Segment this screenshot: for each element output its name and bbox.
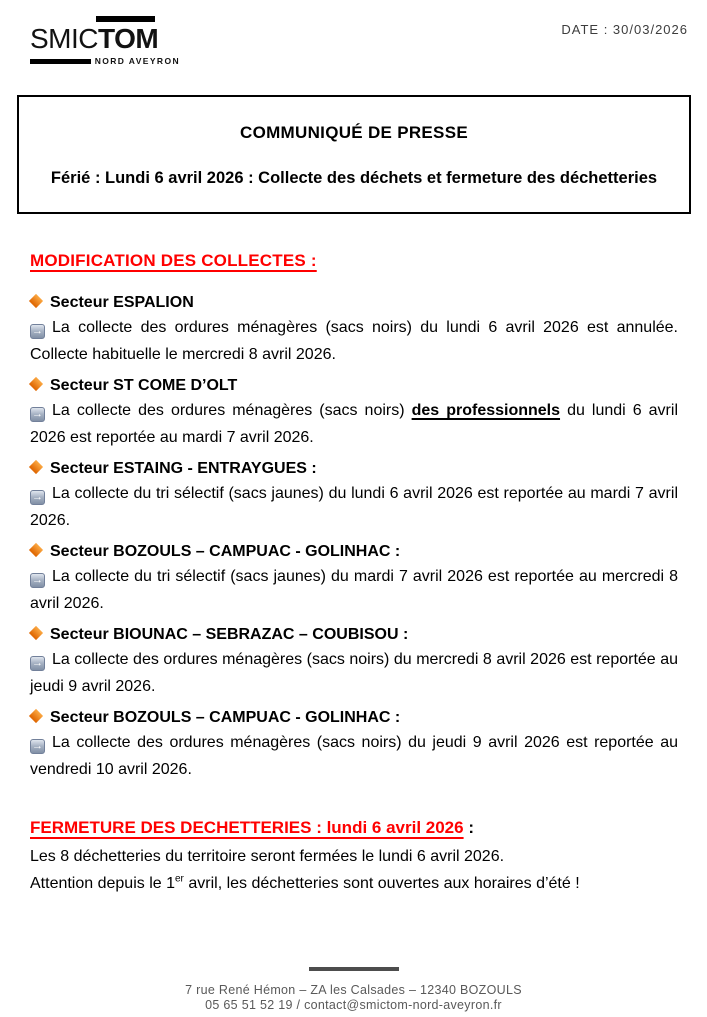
closure-line-2-text: Attention depuis le 1 xyxy=(30,875,175,892)
sector-body-text: La collecte des ordures ménagères (sacs noirs) xyxy=(52,402,412,419)
footer-divider-bar xyxy=(309,967,399,971)
arrow-right-icon: → xyxy=(32,574,43,586)
sector-body-text: La collecte des ordures ménagères (sacs noirs) du lundi 6 avril 2026 est annulée. Collecte habituelle le mercredi 8 avril 2026. xyxy=(30,319,678,363)
arrow-right-icon: → xyxy=(32,491,43,503)
sector-body xyxy=(30,480,678,534)
sector-title-row xyxy=(30,291,678,314)
closure-line-2 xyxy=(30,870,678,897)
sector-body xyxy=(30,314,678,368)
logo-text-bold: TOM xyxy=(98,23,159,54)
sector-section-st-come xyxy=(30,374,678,451)
sector-title-row xyxy=(30,540,678,563)
sector-title-row xyxy=(30,623,678,646)
sector-body xyxy=(30,563,678,617)
sector-body-text: La collecte du tri sélectif (sacs jaunes) du mardi 7 avril 2026 est reportée au mercredi 8 avril 2026. xyxy=(30,568,678,612)
sector-body xyxy=(30,397,678,451)
sector-body-emphasis: des professionnels xyxy=(411,402,561,419)
sector-title: Secteur ST COME D’OLT xyxy=(50,377,238,394)
page-footer xyxy=(0,967,707,1013)
sector-title-row xyxy=(30,374,678,397)
closure-heading xyxy=(30,816,678,840)
press-box-title: COMMUNIQUÉ DE PRESSE xyxy=(240,123,468,142)
date-label: DATE : 30/03/2026 xyxy=(561,22,688,37)
smictom-logo xyxy=(30,16,180,66)
press-box-subtitle: Férié : Lundi 6 avril 2026 : Collecte des déchets et fermeture des déchetteries xyxy=(50,169,658,187)
ordinal-superscript: er xyxy=(175,873,184,885)
sector-body-text: La collecte des ordures ménagères (sacs noirs) du jeudi 9 avril 2026 est reportée au vendredi 10 avril 2026. xyxy=(30,734,678,778)
arrow-right-icon: → xyxy=(32,657,43,669)
logo-bottom-bar xyxy=(30,59,91,64)
sector-section-bozouls-1 xyxy=(30,540,678,617)
closure-line-1: Les 8 déchetteries du territoire seront fermées le lundi 6 avril 2026. xyxy=(30,848,505,865)
sector-title: Secteur ESTAING - ENTRAYGUES : xyxy=(50,460,317,477)
closure-heading-red: FERMETURE DES DECHETTERIES : lundi 6 avril 2026 xyxy=(30,818,464,837)
logo-subtitle: NORD AVEYRON xyxy=(94,56,180,66)
sector-section-estaing xyxy=(30,457,678,534)
sector-title-row xyxy=(30,457,678,480)
diamond-bullet-icon xyxy=(29,709,43,723)
diamond-bullet-icon xyxy=(29,294,43,308)
sector-title: Secteur BIOUNAC – SEBRAZAC – COUBISOU : xyxy=(50,626,409,643)
diamond-bullet-icon xyxy=(29,626,43,640)
closure-heading-colon: : xyxy=(463,818,474,837)
sector-body-text: La collecte des ordures ménagères (sacs noirs) du mercredi 8 avril 2026 est reportée au jeudi 9 avril 2026. xyxy=(30,651,678,695)
sector-section-biounac xyxy=(30,623,678,700)
sector-body-text: La collecte du tri sélectif (sacs jaunes) du lundi 6 avril 2026 est reportée au mardi 7 avril 2026. xyxy=(30,485,678,529)
sector-title: Secteur BOZOULS – CAMPUAC - GOLINHAC : xyxy=(50,709,401,726)
sector-title: Secteur ESPALION xyxy=(50,294,194,311)
press-release-box xyxy=(17,95,691,214)
sector-title: Secteur BOZOULS – CAMPUAC - GOLINHAC : xyxy=(50,543,401,560)
sector-section-espalion xyxy=(30,291,678,368)
arrow-right-icon: → xyxy=(32,408,43,420)
sector-body-text-after: du lundi 6 avril 2026 est reportée au mardi 7 avril 2026. xyxy=(30,402,678,446)
logo-top-bar xyxy=(96,16,155,22)
diamond-bullet-icon xyxy=(29,543,43,557)
logo-bottom-row xyxy=(30,56,180,66)
sector-body xyxy=(30,729,678,783)
footer-address: 7 rue René Hémon – ZA les Calsades – 12340 BOZOULS xyxy=(185,983,522,997)
arrow-right-icon: → xyxy=(32,740,43,752)
logo-text-light: SMIC xyxy=(30,23,98,54)
diamond-bullet-icon xyxy=(29,460,43,474)
closure-line-2-text-after: avril, les déchetteries sont ouvertes aux horaires d’été ! xyxy=(183,875,580,892)
closure-section xyxy=(30,816,678,897)
sector-section-bozouls-2 xyxy=(30,706,678,783)
collections-heading: MODIFICATION DES COLLECTES : xyxy=(30,251,317,270)
diamond-bullet-icon xyxy=(29,377,43,391)
page-header xyxy=(0,0,707,66)
sector-title-row xyxy=(30,706,678,729)
main-content xyxy=(0,251,707,897)
sector-body xyxy=(30,646,678,700)
arrow-right-icon: → xyxy=(32,325,43,337)
footer-contact: 05 65 51 52 19 / contact@smictom-nord-aveyron.fr xyxy=(205,998,502,1012)
